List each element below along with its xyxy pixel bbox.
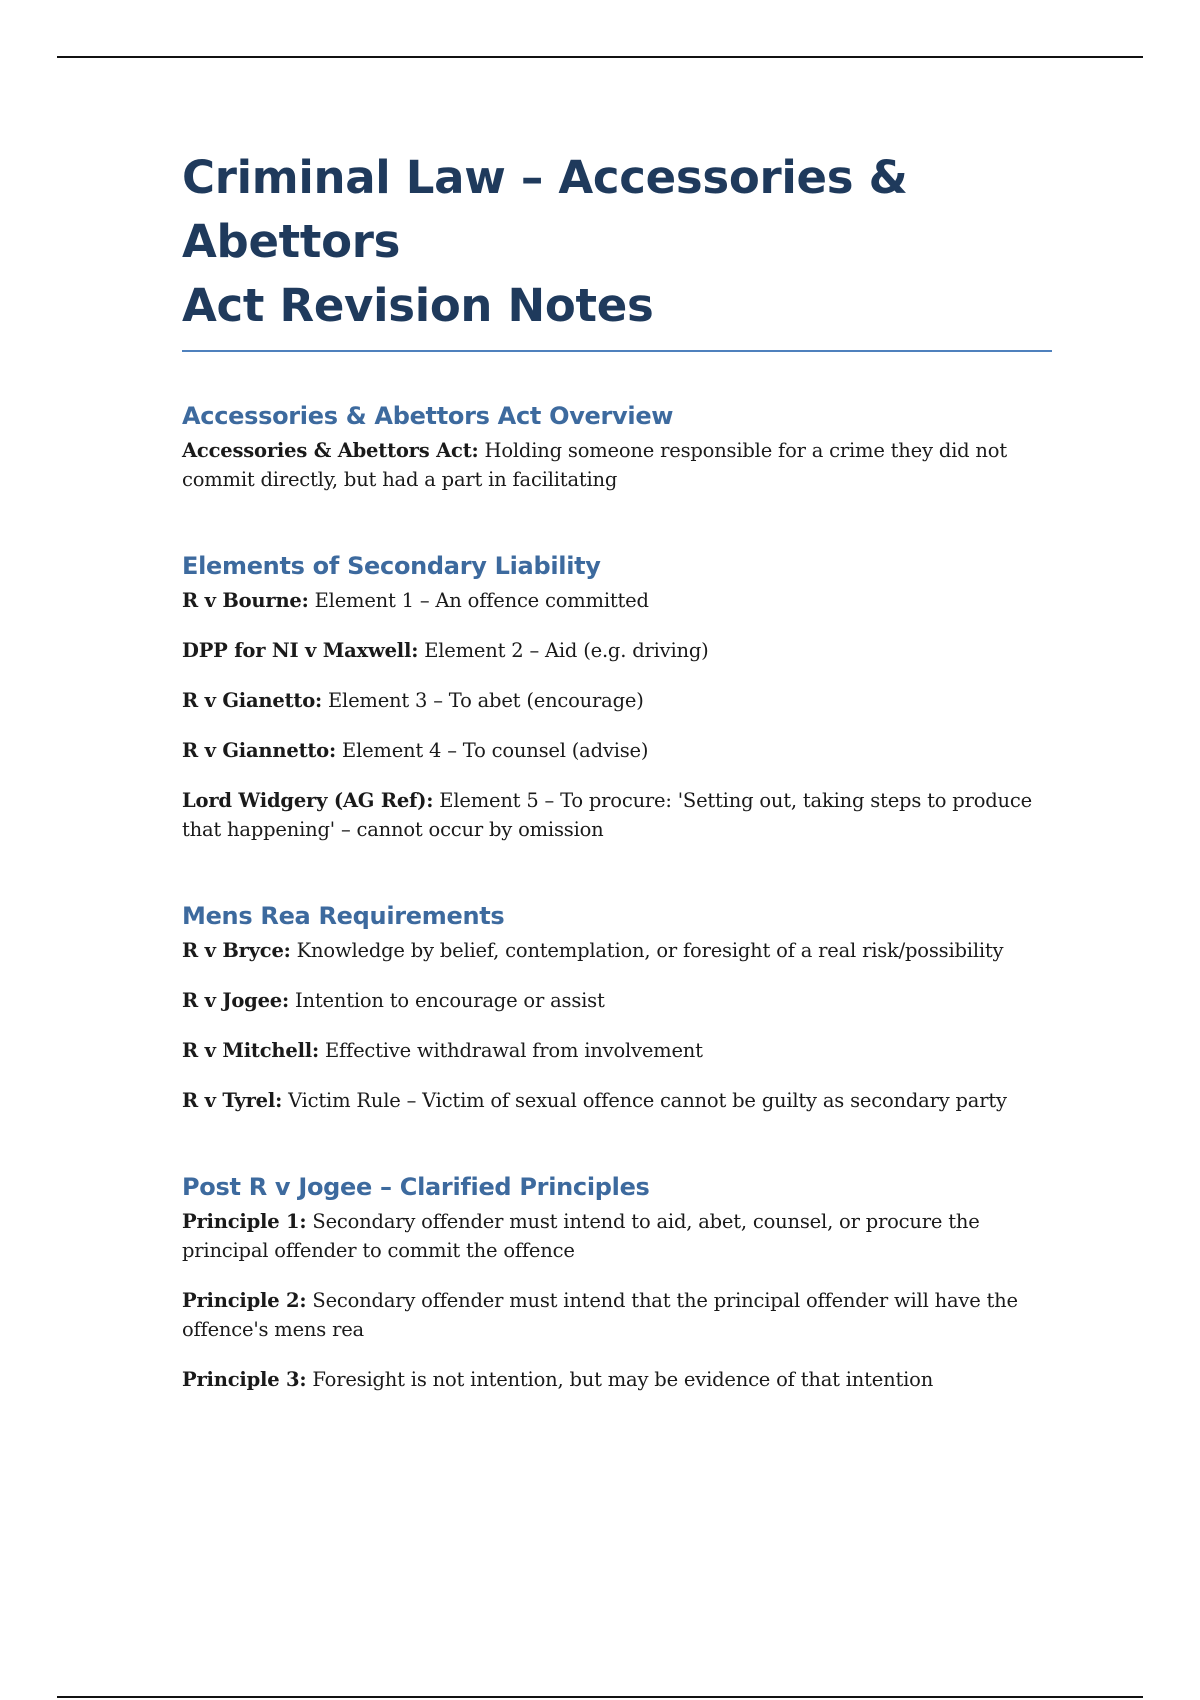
title-line-1: Criminal Law – Accessories & Abettors	[182, 151, 908, 268]
entry-text: Intention to encourage or assist	[289, 989, 605, 1012]
entry-term: R v Gianetto:	[182, 689, 323, 712]
entry-text: Element 4 – To counsel (advise)	[336, 739, 649, 762]
entry-text: Foresight is not intention, but may be evidence of that intention	[306, 1368, 934, 1391]
entry-term: Accessories & Abettors Act:	[182, 439, 479, 462]
entry-term: R v Giannetto:	[182, 739, 336, 762]
title-line-2: Act Revision Notes	[182, 279, 654, 332]
section-heading: Post R v Jogee – Clarified Principles	[182, 1173, 650, 1201]
entry-text: Secondary offender must intend that the principal offender will have the offence's mens rea	[182, 1289, 1018, 1341]
entry-term: Principle 2:	[182, 1289, 307, 1312]
entry-term: Principle 3:	[182, 1368, 307, 1391]
section-elements	[182, 550, 1052, 844]
entry-term: DPP for NI v Maxwell:	[182, 639, 419, 662]
entry-term: Principle 1:	[182, 1210, 307, 1233]
section-post-jogee	[182, 1171, 1052, 1394]
entry-term: R v Mitchell:	[182, 1039, 319, 1062]
entry-term: R v Tyrel:	[182, 1089, 283, 1112]
entry	[182, 636, 1052, 665]
entry-text: Element 3 – To abet (encourage)	[322, 689, 644, 712]
entry	[182, 1207, 1052, 1265]
document-body	[182, 146, 1052, 1394]
entry	[182, 1365, 1052, 1394]
section-heading: Elements of Secondary Liability	[182, 552, 601, 580]
document-title	[182, 146, 1052, 352]
entry	[182, 936, 1052, 965]
entry-text: Holding someone responsible for a crime they did not commit directly, but had a part in facilitating	[182, 439, 1007, 491]
entry	[182, 1086, 1052, 1115]
header-rule	[57, 56, 1143, 58]
entry	[182, 436, 1052, 494]
entry	[182, 736, 1052, 765]
footer-rule	[57, 1696, 1143, 1698]
entry-text: Element 2 – Aid (e.g. driving)	[418, 639, 709, 662]
entry	[182, 1036, 1052, 1065]
entry-term: R v Jogee:	[182, 989, 289, 1012]
entry-term: R v Bryce:	[182, 939, 291, 962]
entry	[182, 686, 1052, 715]
section-overview	[182, 400, 1052, 494]
section-mens-rea	[182, 900, 1052, 1115]
entry-text: Element 1 – An offence committed	[308, 589, 649, 612]
entry	[182, 786, 1052, 844]
entry-text: Effective withdrawal from involvement	[319, 1039, 703, 1062]
entry	[182, 1286, 1052, 1344]
entry-term: Lord Widgery (AG Ref):	[182, 789, 434, 812]
section-heading: Mens Rea Requirements	[182, 902, 505, 930]
entry	[182, 586, 1052, 615]
entry-term: R v Bourne:	[182, 589, 309, 612]
entry-text: Knowledge by belief, contemplation, or foresight of a real risk/possibility	[290, 939, 1004, 962]
entry-text: Secondary offender must intend to aid, abet, counsel, or procure the principal offender to commit the offence	[182, 1210, 980, 1262]
entry-text: Element 5 – To procure: 'Setting out, taking steps to produce that happening' – cannot occur by omission	[182, 789, 1032, 841]
section-heading: Accessories & Abettors Act Overview	[182, 402, 674, 430]
entry-text: Victim Rule – Victim of sexual offence cannot be guilty as secondary party	[282, 1089, 1007, 1112]
entry	[182, 986, 1052, 1015]
